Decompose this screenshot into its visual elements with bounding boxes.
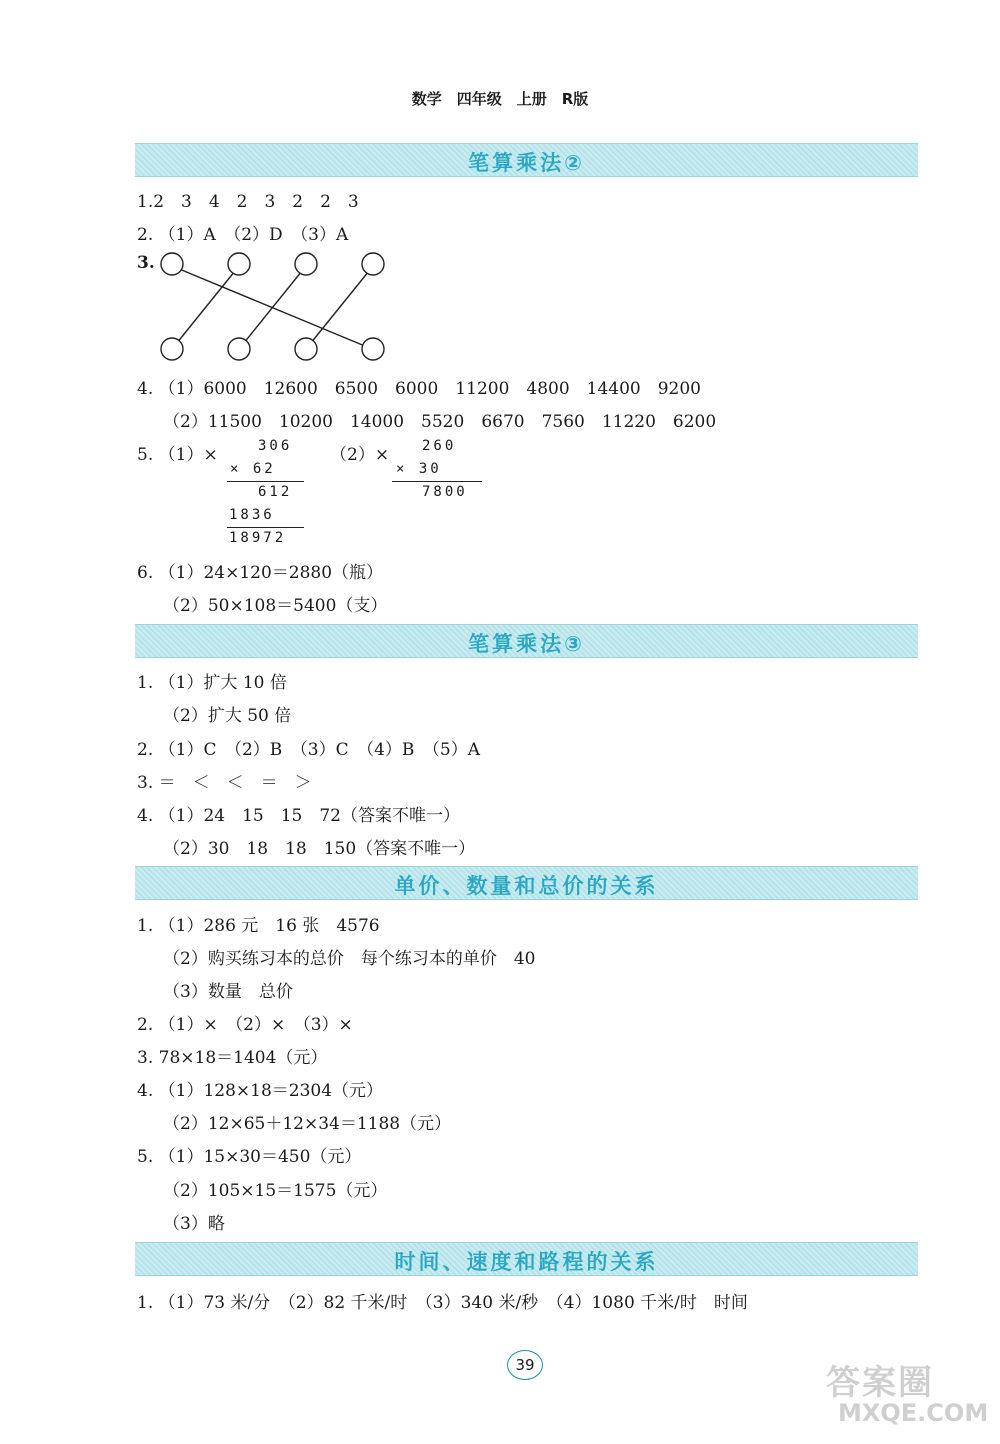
s2-answer-2: 2. （1）C （2）B （3）C （4）B （5）A [137,740,480,760]
answer-2: 2. （1）A （2）D （3）A [137,225,349,245]
match-line [172,266,239,349]
s3-answer-5a: 5. （1）15×30＝450（元） [137,1147,362,1167]
s2-answer-4b: （2）30 18 18 150（答案不唯一） [163,839,476,859]
answer-1: 1.2 3 4 2 3 2 2 3 [137,192,359,212]
calc2-line2: × 30 [396,461,442,477]
section-title-1: 笔算乘法② [468,151,585,175]
answer-6b: （2）50×108＝5400（支） [163,596,388,616]
s3-answer-4b: （2）12×65＋12×34＝1188（元） [163,1114,452,1134]
section-title-3: 单价、数量和总价的关系 [394,874,659,898]
s3-answer-2: 2. （1）× （2）× （3）× [137,1015,353,1035]
s2-answer-1a: 1. （1）扩大 10 倍 [137,673,287,693]
page-number: 39 [507,1350,543,1380]
answer-4a: 4. （1）6000 12600 6500 6000 11200 4800 14400 9200 [137,379,701,399]
section-banner-3 [135,866,918,900]
s2-answer-3: 3. ＝ ＜ ＜ ＝ ＞ [137,773,312,793]
watermark-text: 答案圈 [826,1363,934,1403]
circle-bottom-3 [295,338,317,360]
s3-answer-1b: （2）购买练习本的总价 每个练习本的单价 40 [163,949,536,969]
match-line [239,266,306,349]
calc2-line3: 7800 [422,484,468,500]
s3-answer-1c: （3）数量 总价 [163,982,293,1002]
answer-5-label-2: （2）× [330,445,390,465]
calc2-line1: 260 [422,438,457,454]
calc1-line2: × 62 [230,461,276,477]
calc1-rule-1 [227,481,304,482]
watermark [820,1355,995,1435]
circle-top-3 [295,253,317,275]
section-title-2: 笔算乘法③ [468,632,585,656]
circle-top-2 [228,253,250,275]
s2-answer-1b: （2）扩大 50 倍 [163,706,292,726]
s4-answer-1: 1. （1）73 米/分 （2）82 千米/时 （3）340 米/秒 （4）1080 千米/时 时间 [137,1293,748,1313]
s3-answer-3: 3. 78×18＝1404（元） [137,1048,328,1068]
s3-answer-5b: （2）105×15＝1575（元） [163,1181,388,1201]
answer-4b: （2）11500 10200 14000 5520 6670 7560 11220 6200 [163,412,717,432]
s3-answer-4a: 4. （1）128×18＝2304（元） [137,1081,384,1101]
matching-diagram [150,245,400,370]
section-banner-4 [135,1242,918,1276]
answer-6a: 6. （1）24×120＝2880（瓶） [137,563,384,583]
circle-bottom-2 [228,338,250,360]
calc1-rule-2 [227,527,304,528]
answer-5-label-1: 5. （1）× [137,445,218,465]
s3-answer-5c: （3）略 [163,1214,225,1234]
circle-top-1 [161,253,183,275]
section-title-4: 时间、速度和路程的关系 [394,1250,659,1274]
circle-bottom-4 [362,338,384,360]
s3-answer-1a: 1. （1）286 元 16 张 4576 [137,916,380,936]
page-header: 数学 四年级 上册 R版 [411,90,589,108]
circle-top-4 [362,253,384,275]
calc1-line1: 306 [258,438,293,454]
answer-3-label: 3. [137,253,155,273]
circle-bottom-1 [161,338,183,360]
section-banner-2 [135,624,918,658]
watermark-url: MXQE.COM [838,1399,989,1427]
section-banner-1 [135,143,918,177]
match-line [306,266,373,349]
calc2-rule [392,481,482,482]
calc1-line3: 612 [258,484,293,500]
calc1-line5: 18972 [229,530,287,546]
calc1-line4: 1836 [229,507,275,523]
s2-answer-4a: 4. （1）24 15 15 72（答案不唯一） [137,806,460,826]
